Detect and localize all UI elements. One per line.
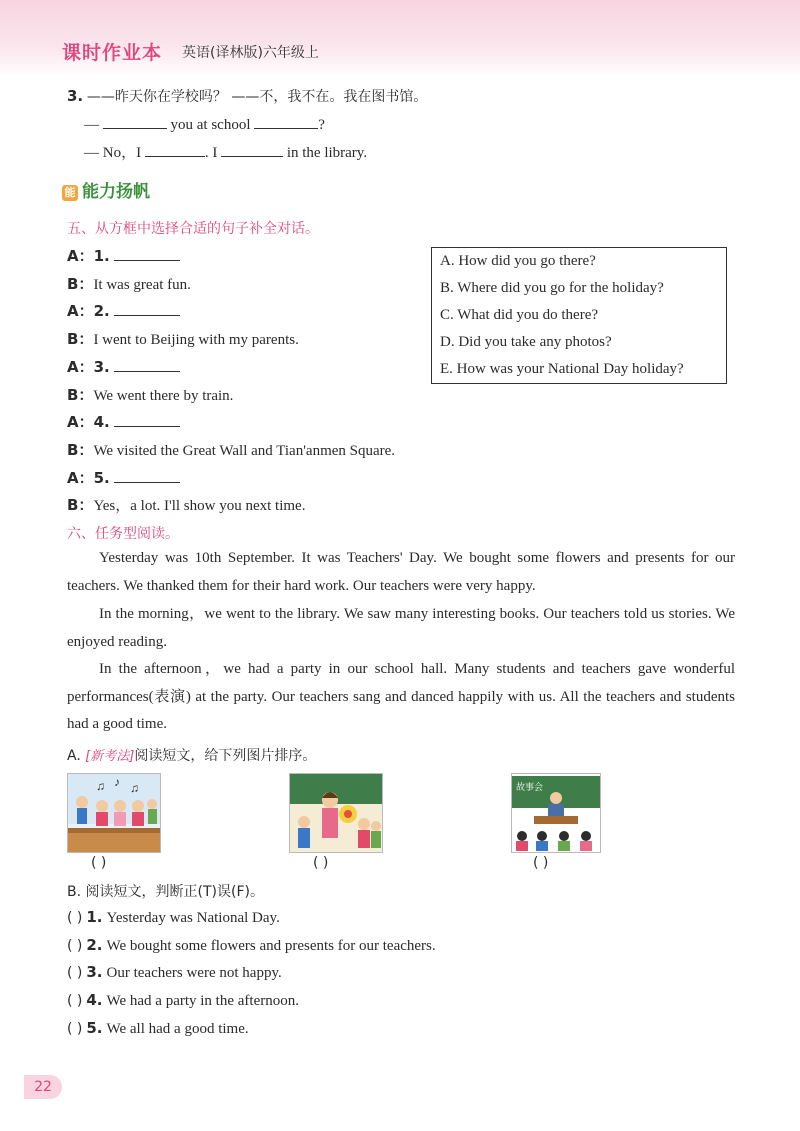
dialogue-text: I went to Beijing with my parents. — [93, 332, 299, 349]
q3-line2-end: in the library. — [286, 145, 368, 161]
option-c: C. What did you do there? — [440, 307, 599, 323]
tf-number: 1. — [86, 908, 103, 926]
tf-answer-blank[interactable]: ( ) — [67, 965, 83, 982]
paragraph-1: Yesterday was 10th September. It was Teachers' Day. We bought some flowers and presents for our teachers. We thanked them for their hard work. Our teachers were very happy. — [67, 550, 735, 594]
q3-line1-end: ? — [318, 117, 325, 133]
party-illustration — [68, 774, 160, 852]
option-b: B. Where did you go for the holiday? — [440, 280, 664, 296]
tf-number: 4. — [86, 991, 103, 1010]
q3-line1-dash: — — [84, 117, 99, 133]
answer-blank[interactable] — [145, 142, 205, 157]
dialogue-text: It was great fun. — [93, 276, 191, 293]
tf-number: 2. — [86, 935, 103, 954]
tf-item — [67, 1019, 249, 1038]
partA-instruction — [67, 745, 316, 765]
answer-blank[interactable] — [221, 142, 283, 157]
speaker-label: A： — [67, 413, 94, 432]
tf-text: We had a party in the afternoon. — [106, 993, 299, 1010]
answer-blank[interactable] — [114, 357, 180, 372]
q3-line1-text: you at school — [170, 117, 251, 133]
speaker-label: A： — [67, 357, 94, 376]
blank-number: 5. — [93, 468, 110, 487]
paragraph-3: In the afternoon，we had a party in our school hall. Many students and teachers gave wonderful performances(表演) at the party. Our teachers sang and danced happily with us. All the teachers and students had a good time. — [67, 661, 735, 733]
page-number: 22 — [24, 1075, 62, 1099]
options-box — [431, 247, 727, 384]
dialogue-line — [67, 439, 395, 460]
q3-prompt-text: ——昨天你在学校吗？ ——不，我不在。我在图书馆。 — [86, 89, 428, 105]
partA-label: A. — [67, 748, 81, 764]
speaker-label: A： — [67, 247, 94, 265]
board-label: 故事会 — [516, 783, 544, 793]
q3-prompt — [67, 86, 427, 106]
dialogue-line — [67, 273, 191, 294]
answer-blank[interactable] — [114, 246, 180, 261]
picture-flowers — [289, 773, 383, 853]
tf-number: 3. — [86, 963, 103, 982]
paragraph-2: In the morning，we went to the library. We saw many interesting books. Our teachers told us stories. We enjoyed reading. — [67, 606, 735, 650]
option-e: E. How was your National Day holiday? — [440, 361, 684, 377]
order-blank-2[interactable]: ( ) — [313, 855, 329, 871]
book-subtitle: 英语(译林版)六年级上 — [182, 45, 319, 61]
new-question-tag: [新考法] — [85, 749, 135, 764]
svg-text:♫: ♫ — [130, 781, 139, 795]
section6-title: 六、任务型阅读。 — [67, 526, 179, 542]
tf-item — [67, 936, 436, 955]
dialogue-line — [67, 245, 180, 266]
blank-number: 2. — [93, 302, 110, 321]
picture-party — [67, 773, 161, 853]
svg-text:♪: ♪ — [114, 775, 120, 789]
ability-title: 能力扬帆 — [82, 182, 150, 202]
dialogue-line — [67, 328, 299, 349]
dialogue-line — [67, 467, 180, 488]
book-title: 课时作业本 — [62, 42, 163, 64]
tf-text: Our teachers were not happy. — [106, 965, 282, 982]
dialogue-text: Yes，a lot. I'll show you next time. — [93, 498, 306, 515]
speaker-label: A： — [67, 468, 94, 487]
dialogue-text: We visited the Great Wall and Tian'anmen Square. — [93, 442, 396, 459]
answer-blank[interactable] — [254, 114, 318, 129]
q3-number: 3. — [67, 87, 84, 105]
option-a: A. How did you go there? — [440, 253, 596, 269]
speaker-label: B： — [67, 274, 94, 293]
blank-number: 3. — [93, 357, 110, 376]
dialogue-text: We went there by train. — [93, 387, 234, 404]
order-blank-1[interactable]: ( ) — [91, 855, 107, 871]
tf-answer-blank[interactable]: ( ) — [67, 1020, 83, 1037]
speaker-label: B： — [67, 330, 94, 349]
q3-line2-start: — No，I — [84, 145, 142, 161]
speaker-label: B： — [67, 496, 94, 515]
tf-text: We all had a good time. — [106, 1020, 249, 1037]
tf-answer-blank[interactable]: ( ) — [67, 993, 83, 1010]
picture-story — [511, 773, 601, 853]
q3-line1 — [84, 114, 325, 134]
answer-blank[interactable] — [103, 114, 167, 129]
dialogue-line — [67, 356, 180, 377]
dialogue-line — [67, 300, 180, 321]
tf-text: Yesterday was National Day. — [106, 910, 280, 926]
answer-blank[interactable] — [114, 412, 180, 427]
speaker-label: A： — [67, 302, 94, 321]
option-d: D. Did you take any photos? — [440, 334, 612, 350]
ability-heading — [62, 177, 150, 202]
q3-line2 — [84, 141, 367, 162]
tf-answer-blank[interactable]: ( ) — [67, 937, 83, 954]
q3-line2-mid: . I — [204, 145, 218, 161]
blank-number: 4. — [93, 413, 110, 432]
order-blank-3[interactable]: ( ) — [533, 855, 549, 871]
answer-blank[interactable] — [114, 468, 180, 483]
tf-number: 5. — [86, 1018, 103, 1037]
tf-item — [67, 963, 282, 982]
flag-icon: 能 — [62, 185, 78, 201]
tf-item — [67, 908, 280, 927]
section5-title: 五、从方框中选择合适的句子补全对话。 — [67, 221, 319, 237]
tf-item — [67, 991, 299, 1010]
dialogue-line — [67, 494, 305, 515]
dialogue-line — [67, 411, 180, 432]
speaker-label: B： — [67, 385, 94, 404]
partB-title: B. 阅读短文，判断正(T)误(F)。 — [67, 884, 264, 900]
flowers-illustration — [290, 774, 382, 852]
blank-number: 1. — [93, 247, 110, 265]
partA-text: 阅读短文，给下列图片排序。 — [134, 748, 317, 764]
dialogue-line — [67, 384, 233, 405]
tf-answer-blank[interactable]: ( ) — [67, 910, 83, 926]
tf-text: We bought some flowers and presents for our teachers. — [106, 937, 436, 954]
svg-text:♫: ♫ — [96, 779, 105, 793]
speaker-label: B： — [67, 440, 94, 459]
answer-blank[interactable] — [114, 301, 180, 316]
